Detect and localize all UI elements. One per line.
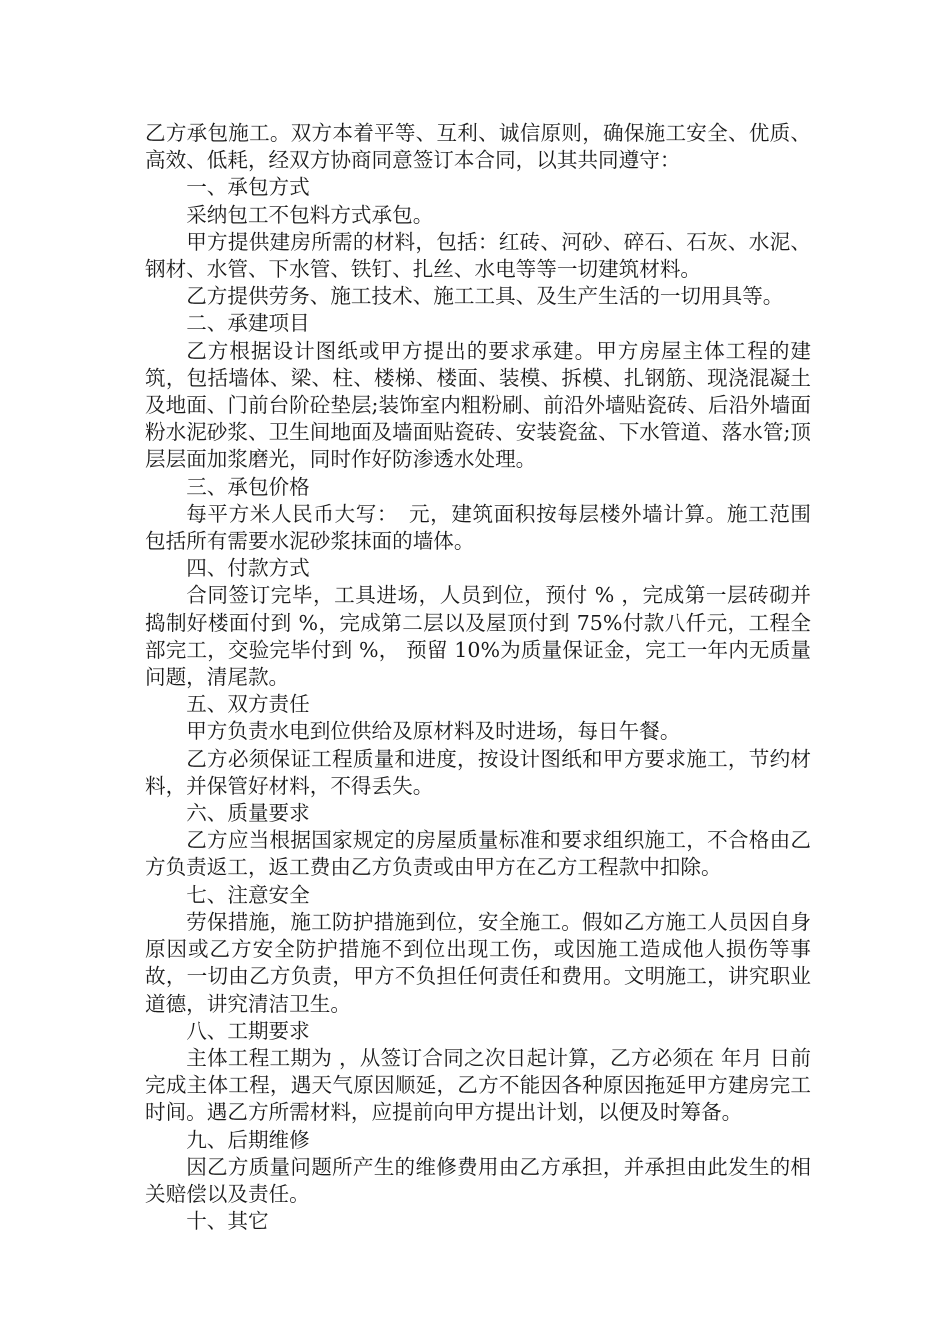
paragraph: 乙方根据设计图纸或甲方提出的要求承建。甲方房屋主体工程的建筑，包括墙体、梁、柱、楼梯、楼面、装模、拆模、扎钢筋、现浇混凝土及地面、门前台阶砼垫层;装饰室内粗粉刷、前沿外墙贴瓷砖、后沿外墙面粉水泥砂浆、卫生间地面及墙面贴瓷砖、安装瓷盆、下水管道、落水管;顶层层面加浆磨光，同时作好防渗透水处理。 <box>145 338 811 472</box>
paragraph: 乙方应当根据国家规定的房屋质量标准和要求组织施工，不合格由乙方负责返工，返工费由乙方负责或由甲方在乙方工程款中扣除。 <box>145 828 811 880</box>
paragraph: 每平方米人民币大写： 元，建筑面积按每层楼外墙计算。施工范围包括所有需要水泥砂浆抹面的墙体。 <box>145 501 811 554</box>
section-heading-4: 四、付款方式 <box>186 556 310 581</box>
paragraph: 甲方负责水电到位供给及原材料及时进场，每日午餐。 <box>186 719 681 744</box>
section-heading-10: 十、其它 <box>186 1209 269 1234</box>
contract-page <box>145 120 811 1235</box>
paragraph: 乙方必须保证工程质量和进度，按设计图纸和甲方要求施工，节约材料，并保管好材料，不得丢失。 <box>145 746 811 798</box>
paragraph: 甲方提供建房所需的材料，包括：红砖、河砂、碎石、石灰、水泥、钢材、水管、下水管、铁钉、扎丝、水电等等一切建筑材料。 <box>145 229 811 282</box>
section-heading-1: 一、承包方式 <box>186 175 310 200</box>
section-heading-8: 八、工期要求 <box>186 1018 310 1043</box>
section-heading-9: 九、后期维修 <box>186 1127 310 1152</box>
paragraph-intro: 乙方承包施工。双方本着平等、互利、诚信原则，确保施工安全、优质、高效、低耗，经双方协商同意签订本合同，以其共同遵守： <box>145 121 811 173</box>
paragraph: 主体工程工期为 ，从签订合同之次日起计算，乙方必须在 年月 日前完成主体工程，遇天气原因顺延，乙方不能因各种原因拖延甲方建房完工时间。遇乙方所需材料，应提前向甲方提出计划，以便及时筹备。 <box>145 1045 811 1125</box>
paragraph: 乙方提供劳务、施工技术、施工工具、及生产生活的一切用具等。 <box>186 284 784 309</box>
section-heading-7: 七、注意安全 <box>186 882 310 907</box>
paragraph: 合同签订完毕，工具进场，人员到位，预付 % ，完成第一层砖砌并捣制好楼面付到 %，完成第二层以及屋顶付到 75%付款八仟元，工程全部完工，交验完毕付到 %， 预留 10%为质量保证金，完工一年内无质量问题，清尾款。 <box>145 583 811 690</box>
section-heading-6: 六、质量要求 <box>186 801 310 826</box>
section-heading-2: 二、承建项目 <box>186 311 310 336</box>
paragraph: 因乙方质量问题所产生的维修费用由乙方承担，并承担由此发生的相关赔偿以及责任。 <box>145 1154 811 1206</box>
section-heading-5: 五、双方责任 <box>186 692 310 717</box>
paragraph: 采纳包工不包料方式承包。 <box>186 202 434 227</box>
section-heading-3: 三、承包价格 <box>186 474 310 499</box>
paragraph: 劳保措施，施工防护措施到位，安全施工。假如乙方施工人员因自身原因或乙方安全防护措施不到位出现工伤，或因施工造成他人损伤等事故，一切由乙方负责，甲方不负担任何责任和费用。文明施工，讲究职业道德，讲究清洁卫生。 <box>145 909 811 1016</box>
